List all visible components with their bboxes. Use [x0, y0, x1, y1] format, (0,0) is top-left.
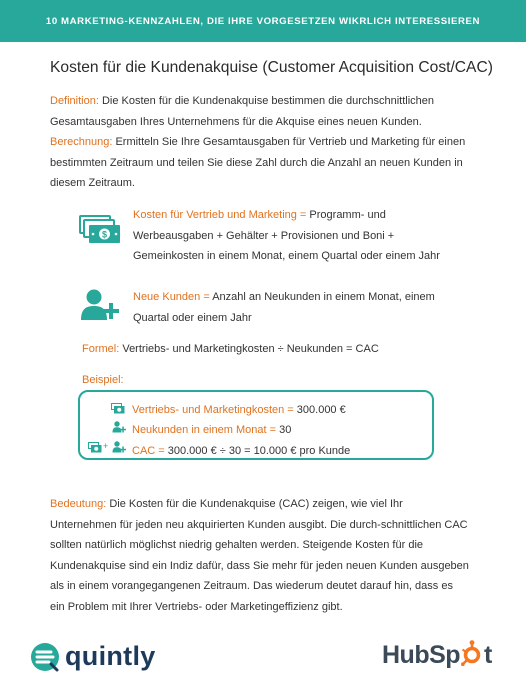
example-label: Beispiel: — [82, 374, 124, 386]
bedeutung-paragraph — [50, 494, 470, 617]
formula-line — [82, 339, 379, 359]
bedeutung-text: Die Kosten für die Kundenakquise (CAC) zeigen, wie viel Ihr Unternehmen für jeden neu akquirierten Kunden ausgibt. Die durch-schnittlichen CAC sollten natürlich möglichst niedrig gehalten werden. Steigende Kosten für die Kundenakquise sind ein Indiz dafür, dass Sie mehr für jeden neuen Kunden ausgeben als in einem vorangegangenen Zeitraum. Das wiederum deutet darauf hin, dass es ein Problem mit Ihrer Vertriebs- oder Marketingeffizienz gibt. — [50, 498, 469, 613]
plus-sign: + — [103, 441, 109, 451]
example-line-costs — [132, 401, 346, 419]
hubspot-sprocket-icon — [461, 640, 483, 671]
add-user-icon-small — [112, 420, 126, 438]
formula-label: Formel: — [82, 343, 120, 355]
quintly-wordmark: quintly — [65, 641, 156, 671]
berechnung-paragraph — [50, 132, 470, 194]
add-user-icon-small-cac — [112, 440, 126, 458]
berechnung-text: Ermitteln Sie Ihre Gesamtausgaben für Vertrieb und Marketing für einen bestimmten Zeitraum und teilen Sie diese Zahl durch die Anzahl an neuen Kunden in diesem Zeitraum. — [50, 136, 466, 189]
page-title: Kosten für die Kundenakquise (Customer Acquisition Cost/CAC) — [50, 59, 493, 76]
berechnung-label: Berechnung: — [50, 136, 113, 148]
add-user-icon — [79, 288, 121, 322]
svg-text:$: $ — [101, 229, 108, 240]
money-icon — [79, 215, 121, 245]
example-new-customers-label: Neukunden in einem Monat = — [132, 424, 277, 436]
header-banner — [0, 0, 526, 42]
new-customers-text: Anzahl an Neukunden in einem Monat, einem Quartal oder einem Jahr — [133, 291, 435, 324]
new-customers-label: Neue Kunden = — [133, 291, 210, 303]
definition-text: Die Kosten für die Kundenakquise bestimmen die durchschnittlichen Gesamtausgaben Ihres Unternehmens für die Akquise eines neuen Kunden. — [50, 95, 435, 128]
example-cac-value: 300.000 € ÷ 30 = 10.000 € pro Kunde — [164, 445, 351, 457]
hubspot-logo — [382, 640, 492, 671]
header-title: 10 MARKETING-KENNZAHLEN, DIE IHRE VORGESETZEN WIKRLICH INTERESSIEREN — [45, 15, 481, 27]
example-line-new-customers — [132, 421, 291, 439]
cost-text: Programm- und Werbeausgaben + Gehälter + Provisionen und Boni + Gemeinkosten in einem Monat, einem Quartal oder einem Jahr — [133, 209, 440, 262]
example-cac-label: CAC = — [132, 445, 165, 457]
quintly-logo-icon — [30, 642, 60, 672]
formula-text: Vertriebs- und Marketingkosten ÷ Neukunden = CAC — [119, 343, 379, 355]
example-new-customers-value: 30 — [276, 424, 292, 436]
definition-label: Definition: — [50, 95, 99, 107]
hubspot-wordmark-right: t — [484, 641, 492, 669]
bedeutung-label: Bedeutung: — [50, 498, 107, 510]
example-line-cac — [132, 442, 350, 460]
cost-definition — [133, 205, 463, 267]
example-costs-value: 300.000 € — [293, 404, 346, 416]
money-icon-small-cac — [88, 440, 102, 458]
example-costs-label: Vertriebs- und Marketingkosten = — [132, 404, 294, 416]
quintly-logo — [30, 641, 156, 672]
hubspot-wordmark-left: HubSp — [382, 641, 461, 669]
definition-paragraph — [50, 91, 470, 132]
cost-label: Kosten für Vertrieb und Marketing = — [133, 209, 307, 221]
money-icon-small — [111, 401, 125, 419]
new-customers-definition — [133, 287, 453, 328]
